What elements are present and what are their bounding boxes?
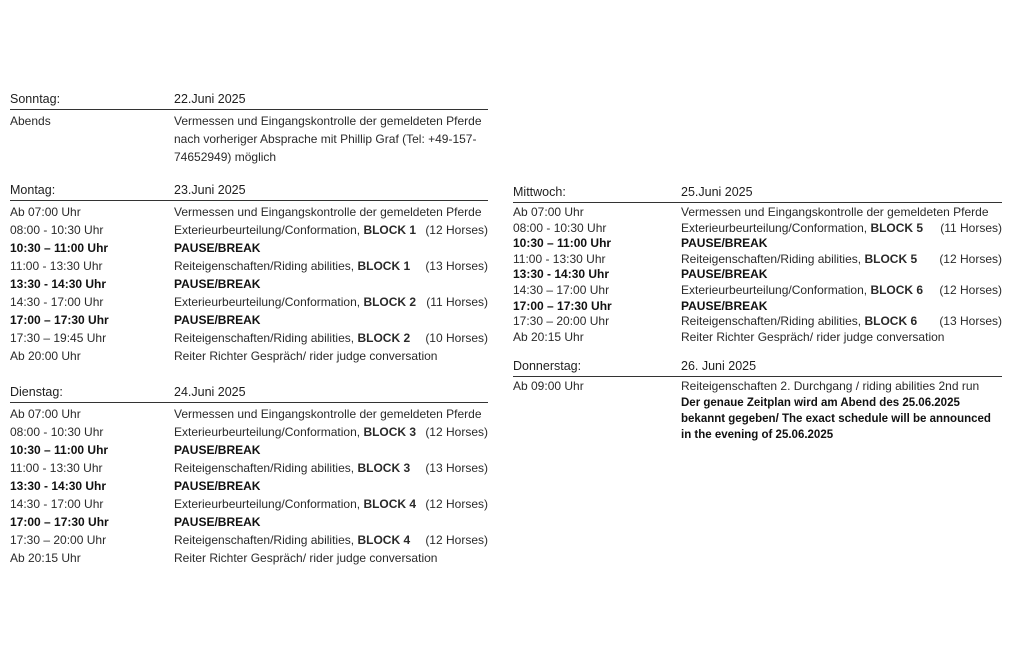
block-label: BLOCK 3 [357,461,411,475]
schedule-row [513,283,1002,299]
description [174,459,410,477]
horse-count: (12 Horses) [425,533,488,547]
block-label: BLOCK 2 [357,331,411,345]
schedule-row [10,495,488,513]
description [681,236,767,252]
day-label: Donnerstag: [513,359,582,373]
description [174,293,416,311]
description [681,299,767,315]
time-label: Ab 07:00 Uhr [10,407,81,421]
time-label: 17:00 – 17:30 Uhr [513,298,612,313]
description [174,257,410,275]
description [174,495,416,513]
description-text: PAUSE/BREAK [174,313,261,327]
time-label: 14:30 - 17:00 Uhr [10,295,104,309]
block-label: BLOCK 4 [363,497,417,511]
time-label: 08:00 - 10:30 Uhr [10,425,104,439]
schedule-row [10,459,488,477]
break-row [10,311,488,329]
block-label: BLOCK 4 [357,533,411,547]
schedule-row [10,203,488,221]
block-label: BLOCK 6 [870,282,924,297]
description-text: Vermessen und Eingangskontrolle der gemeldeten Pferde [174,205,482,219]
description-text: Exterieurbeurteilung/Conformation, [174,497,364,511]
description-text: Exterieurbeurteilung/Conformation, [174,425,364,439]
time-label: 11:00 - 13:30 Uhr [513,251,606,266]
description [174,441,260,459]
horse-count: (13 Horses) [425,461,488,475]
schedule-row [10,257,488,275]
schedule-rows [513,205,1002,345]
schedule-row [10,347,488,365]
break-row [10,239,488,257]
schedule-row [10,293,488,311]
description-text: Exterieurbeurteilung/Conformation, [174,295,364,309]
break-row [10,441,488,459]
description-text: PAUSE/BREAK [174,241,261,255]
description-text: Reiteigenschaften/Riding abilities, [681,251,865,266]
time-label: Ab 20:15 Uhr [513,329,584,344]
day-tuesday [10,384,488,567]
description-text: PAUSE/BREAK [681,267,768,282]
horse-count: (12 Horses) [425,425,488,439]
description-text: Reiter Richter Gespräch/ rider judge conversation [681,329,945,344]
description-text: Vermessen und Eingangskontrolle der gemeldeten Pferde [174,407,482,421]
time-label: Ab 09:00 Uhr [513,379,584,393]
description-text: PAUSE/BREAK [681,298,768,313]
schedule-row [513,314,1002,330]
day-date: 22.Juni 2025 [174,92,246,106]
schedule-note-row [513,395,1002,443]
block-label: BLOCK 2 [363,295,417,309]
description-text: Reiteigenschaften/Riding abilities, [174,331,358,345]
day-header [513,358,1002,377]
block-label: BLOCK 1 [363,223,417,237]
description [681,221,923,237]
horse-count: (11 Horses) [940,220,1002,235]
description [681,267,767,283]
description [174,311,260,329]
schedule-row [10,221,488,239]
description: Vermessen und Eingangskontrolle der gemeldeten Pferde nach vorheriger Absprache mit Phillip Graf (Tel: +49-157-74652949) möglich [174,114,482,164]
description-text: Exterieurbeurteilung/Conformation, [681,282,871,297]
description-text: PAUSE/BREAK [174,479,261,493]
break-row [513,267,1002,283]
break-row [10,513,488,531]
schedule-row [513,252,1002,268]
description [174,423,416,441]
time-label: Abends [10,114,51,128]
schedule-row [10,329,488,347]
block-label: BLOCK 6 [864,314,918,329]
day-monday [10,182,488,365]
schedule-row [10,531,488,549]
time-label: 10:30 – 11:00 Uhr [10,443,109,457]
horse-count: (13 Horses) [425,259,488,273]
time-label: Ab 20:00 Uhr [10,349,81,363]
description [174,275,260,293]
description-text: Vermessen und Eingangskontrolle der gemeldeten Pferde [681,205,989,219]
description-text: PAUSE/BREAK [174,515,261,529]
schedule-rows [10,405,488,567]
schedule-row [513,379,1002,395]
description [174,549,437,567]
time-label: 08:00 - 10:30 Uhr [513,220,607,235]
horse-count: (12 Horses) [939,251,1002,266]
schedule-row [513,221,1002,237]
schedule-row [10,423,488,441]
horse-count: (11 Horses) [426,295,488,309]
time-label: 11:00 - 13:30 Uhr [10,259,103,273]
schedule-row [10,549,488,567]
day-sunday [10,91,488,166]
time-label: 17:30 – 20:00 Uhr [513,314,610,329]
description-text: PAUSE/BREAK [174,443,261,457]
time-label: 17:30 – 19:45 Uhr [10,331,107,345]
time-label: Ab 07:00 Uhr [513,205,584,219]
day-date: 24.Juni 2025 [174,385,246,399]
description-text: PAUSE/BREAK [681,236,768,251]
horse-count: (12 Horses) [425,497,488,511]
horse-count: (10 Horses) [425,331,488,345]
day-date: 26. Juni 2025 [681,359,757,373]
day-label: Dienstag: [10,385,63,399]
block-label: BLOCK 3 [363,425,417,439]
day-label: Montag: [10,183,56,197]
time-label: 13:30 - 14:30 Uhr [10,277,107,291]
time-label: Ab 20:15 Uhr [10,551,81,565]
horse-count: (12 Horses) [425,223,488,237]
time-label: 11:00 - 13:30 Uhr [10,461,103,475]
description-text: Reiteigenschaften/Riding abilities, [174,259,358,273]
day-header [10,91,488,110]
time-label: 10:30 – 11:00 Uhr [513,236,612,251]
day-thursday [513,358,1002,443]
break-row [513,299,1002,315]
schedule-rows [10,203,488,365]
description [174,203,482,221]
day-header [10,384,488,403]
break-row [10,275,488,293]
schedule-row [513,330,1002,346]
horse-count: (12 Horses) [939,282,1002,297]
description [174,531,410,549]
description [174,329,410,347]
time-label: Ab 07:00 Uhr [10,205,81,219]
block-label: BLOCK 5 [864,251,918,266]
horse-count: (13 Horses) [939,314,1002,329]
description [681,205,989,221]
schedule-note: Der genaue Zeitplan wird am Abend des 25.06.2025 bekannt gegeben/ The exact schedule will be announced in the evening of 25.06.2025 [681,396,991,441]
description [681,314,917,330]
description [681,330,944,346]
description-text: Reiteigenschaften/Riding abilities, [174,461,358,475]
description-text: Reiter Richter Gespräch/ rider judge conversation [174,551,438,565]
time-label: 14:30 - 17:00 Uhr [10,497,104,511]
time-label: 17:00 – 17:30 Uhr [10,515,109,529]
description [174,477,260,495]
day-label: Sonntag: [10,92,61,106]
schedule-row [10,112,488,166]
description [174,221,416,239]
time-label: 08:00 - 10:30 Uhr [10,223,104,237]
description-text: Exterieurbeurteilung/Conformation, [681,220,871,235]
day-wednesday [513,184,1002,345]
description-text: Reiteigenschaften/Riding abilities, [681,314,865,329]
break-row [513,236,1002,252]
description-text: Reiter Richter Gespräch/ rider judge conversation [174,349,438,363]
schedule-row [10,405,488,423]
time-label: 13:30 - 14:30 Uhr [513,267,610,282]
time-label: 14:30 – 17:00 Uhr [513,282,610,297]
day-header [10,182,488,201]
day-header [513,184,1002,203]
time-label: 10:30 – 11:00 Uhr [10,241,109,255]
description: Reiteigenschaften 2. Durchgang / riding abilities 2nd run [681,379,980,393]
time-label: 17:00 – 17:30 Uhr [10,313,109,327]
break-row [10,477,488,495]
description [681,283,923,299]
description [174,347,437,365]
block-label: BLOCK 1 [357,259,411,273]
description-text: PAUSE/BREAK [174,277,261,291]
time-label: 17:30 – 20:00 Uhr [10,533,107,547]
description [174,513,260,531]
time-label: 13:30 - 14:30 Uhr [10,479,107,493]
block-label: BLOCK 5 [870,220,924,235]
day-date: 25.Juni 2025 [681,185,753,199]
description-text: Reiteigenschaften/Riding abilities, [174,533,358,547]
description [174,239,260,257]
description-text: Exterieurbeurteilung/Conformation, [174,223,364,237]
schedule-row [513,205,1002,221]
description [681,252,917,268]
description [174,405,482,423]
day-label: Mittwoch: [513,185,566,199]
day-date: 23.Juni 2025 [174,183,246,197]
